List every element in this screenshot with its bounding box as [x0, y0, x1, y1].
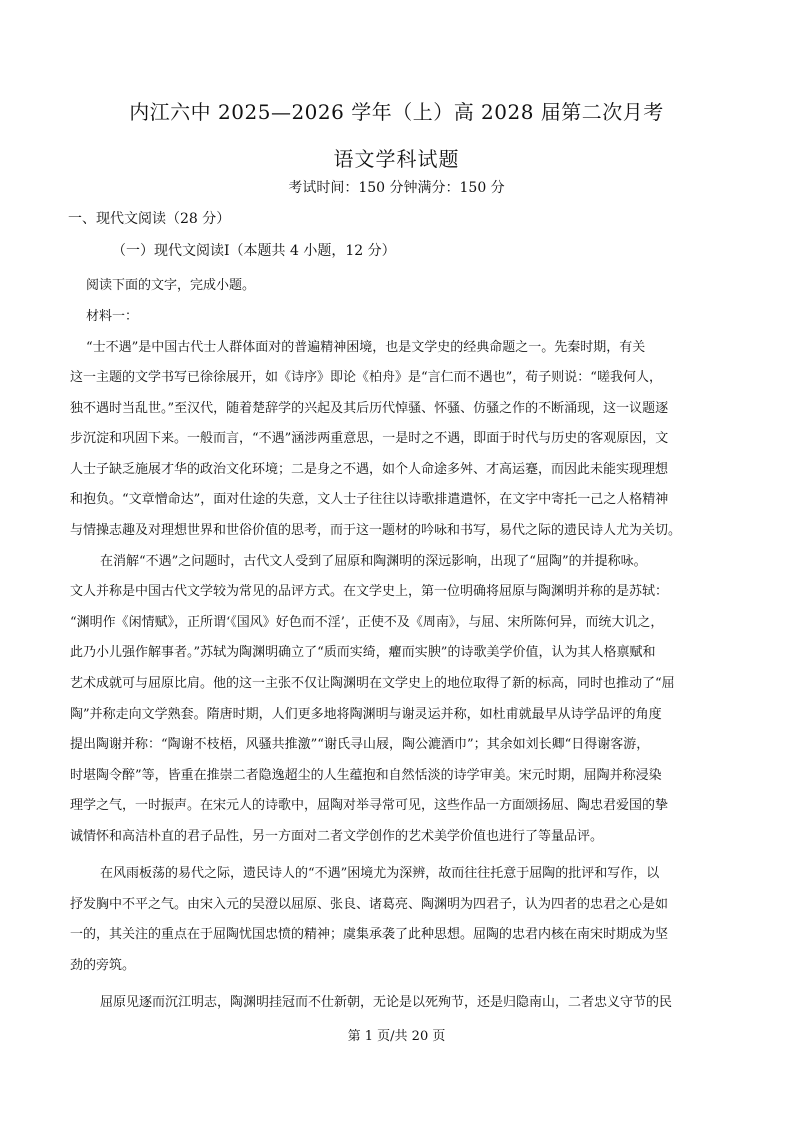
paragraph-line: “士不遇”是中国古代士人群体面对的普遍精神困境，也是文学史的经典命题之一。先秦时期，有关: [86, 340, 646, 355]
paragraph-line: “渊明作《闲情赋》，正所谓‘《国风》好色而不淫’，正使不及《周南》，与屈、宋所陈何异，而统大讥之，: [70, 615, 664, 630]
paragraph-line: 在消解“不遇”之问题时，古代文人受到了屈原和陶渊明的深远影响，出现了“屈陶”的并提称咏。: [100, 554, 647, 569]
paragraph-line: 一的，其关注的重点在于屈陶忧国忠愤的精神；虞集承袭了此种思想。屈陶的忠君内核在南宋时期成为坚: [70, 927, 669, 942]
paragraph-line: 在风雨板荡的易代之际，遗民诗人的“不遇”困境尤为深辨，故而往往托意于屈陶的批评和写作，以: [100, 866, 660, 881]
paragraph-line: 时堪陶令醉”等，皆重在推崇二者隐逸超尘的人生蕴抱和自然恬淡的诗学审美。宋元时期，屈陶并称浸染: [70, 768, 662, 783]
paragraph-line: 和抱负。“文章憎命达”，面对仕途的失意，文人士子往往以诗歌排遣遣怀，在文字中寄托一己之人格精神: [70, 492, 669, 507]
paragraph-line: 独不遇时当乱世。”至汉代，随着楚辞学的兴起及其后历代悼骚、怀骚、仿骚之作的不断涌现，这一议题逐: [70, 401, 669, 416]
paragraph-line: 屈原见逐而沉江明志，陶渊明挂冠而不仕新朝，无论是以死殉节，还是归隐南山，二者忠义守节的民: [100, 995, 673, 1010]
paragraph-line: 劲的旁筑。: [70, 958, 136, 973]
exam-info: 考试时间：150 分钟满分：150 分: [288, 180, 505, 196]
paragraph-line: 文人并称是中国古代文学较为常见的品评方式。在文学史上，第一位明确将屈原与陶渊明并称的是苏轼：: [70, 584, 669, 599]
page-number: 第 1 页/共 20 页: [347, 1029, 446, 1044]
instruction-text: 阅读下面的文字，完成小题。: [86, 278, 256, 293]
paragraph-line: 艺术成就可与屈原比肩。他的这一主张不仅让陶渊明在文学史上的地位取得了新的标高，同时也推动了“屈: [70, 676, 675, 691]
exam-title: 内江六中 2025—2026 学年（上）高 2028 届第二次月考: [129, 100, 664, 124]
paragraph-line: 步沉淀和巩固下来。一般而言，“不遇”涵涉两重意思，一是时之不遇，即面于时代与历史的客观原因，文: [70, 431, 669, 446]
paragraph-line: 与情操志趣及对理想世界和世俗价值的思考，而于这一题材的吟咏和书写，易代之际的遗民诗人尤为关切。: [70, 523, 682, 538]
section-heading: 一、现代文阅读（28 分）: [68, 211, 231, 227]
paragraph-line: 人士子缺乏施展才华的政治文化环境；二是身之不遇，如个人命途多舛、才高运蹇，而因此未能实现理想: [70, 462, 669, 477]
paragraph-line: 提出陶谢并称：“陶谢不枝梧，风骚共推激”“谢氏寻山屐，陶公漉酒巾”；其余如刘长卿“日得谢客游，: [70, 737, 650, 752]
paragraph-line: 此乃小儿强作解事者。”苏轼为陶渊明确立了“质而实绮，癯而实腴”的诗歌美学价值，认为其人格禀赋和: [70, 645, 656, 660]
subsection-heading: （一）现代文阅读Ⅰ（本题共 4 小题，12 分）: [112, 243, 396, 259]
paragraph-line: 诚情怀和高洁朴直的君子品性，另一方面对二者文学创作的艺术美学价值也进行了等量品评。: [70, 829, 604, 844]
paragraph-line: 这一主题的文学书写已徐徐展开，如《诗序》即论《柏舟》是“言仁而不遇也”，荀子则说：“嗟我何人，: [70, 370, 662, 385]
paragraph-line: 陶”并称走向文学熟套。隋唐时期，人们更多地将陶渊明与谢灵运并称，如杜甫就最早从诗学品评的角度: [70, 707, 662, 722]
material-label: 材料一：: [86, 309, 139, 324]
paragraph-line: 抒发胸中不平之气。由宋入元的吴澄以屈原、张良、诸葛亮、陶渊明为四君子，认为四者的忠君之心是如: [70, 897, 669, 912]
paragraph-line: 理学之气，一时振声。在宋元人的诗歌中，屈陶对举寻常可见，这些作品一方面颂扬屈、陶忠君爱国的挚: [70, 798, 669, 813]
subject-title: 语文学科试题: [333, 147, 460, 171]
